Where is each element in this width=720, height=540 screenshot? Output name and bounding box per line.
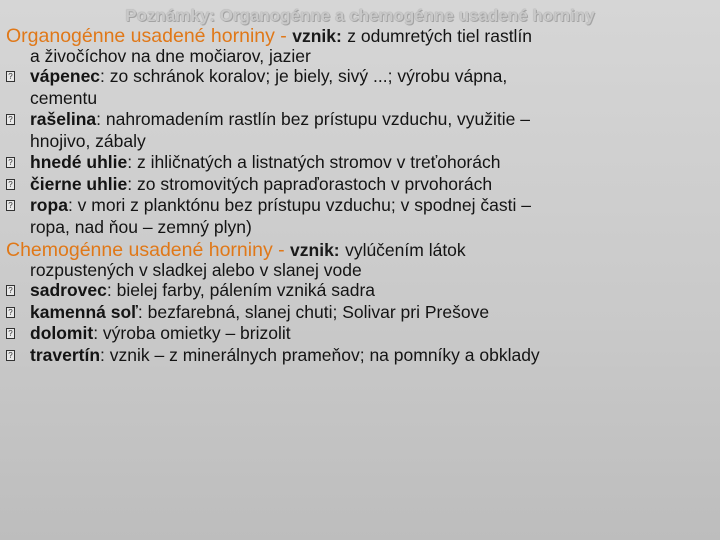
section2-vznik-label: vznik:: [290, 240, 340, 260]
section1-heading: [6, 26, 718, 46]
item-continuation: cementu: [30, 87, 98, 108]
section1-heading-label: Organogénne usadené horniny -: [6, 25, 287, 47]
list-item-raselina: [6, 109, 718, 152]
slide-content: [6, 26, 718, 366]
bullet-icon: ?: [6, 328, 15, 339]
item-text: : zo stromovitých papraďorastoch v prvohorách: [127, 173, 493, 194]
item-term: sadrovec: [30, 280, 107, 300]
section2-vznik-text: vylúčením látok: [345, 240, 466, 260]
bullet-icon: ?: [6, 200, 15, 211]
list-item-kamenna-sol: [6, 302, 718, 324]
item-term: kamenná soľ: [30, 301, 138, 322]
item-term: hnedé uhlie: [30, 152, 128, 172]
item-continuation: hnojivo, zábaly: [30, 130, 146, 151]
bullet-icon: ?: [6, 157, 15, 168]
item-text: : bezfarebná, slanej chuti; Solivar pri Prešove: [137, 301, 490, 322]
bullet-icon: ?: [6, 307, 15, 318]
section2-vznik-continuation: rozpustených v sladkej alebo v slanej vode: [30, 260, 362, 280]
section1-vznik-text: z odumretých tiel rastlín: [347, 26, 533, 46]
list-item-travertin: [6, 345, 718, 367]
section1-vznik-label: vznik:: [292, 26, 342, 46]
bullet-icon: ?: [6, 179, 15, 190]
list-item-dolomit: [6, 323, 718, 345]
item-term: dolomit: [30, 323, 94, 343]
item-text: : zo schránok koralov; je biely, sivý ...; výrobu vápna,: [100, 66, 508, 86]
section1-vznik-continuation: a živočíchov na dne močiarov, jazier: [30, 46, 311, 66]
item-text: : výroba omietky – brizolit: [93, 323, 291, 343]
slide-title: Poznámky: Organogénne a chemogénne usadené horniny: [125, 6, 595, 25]
item-term: rašelina: [30, 109, 97, 129]
list-item-ropa: [6, 195, 718, 238]
list-item-cierne-uhlie: [6, 174, 718, 196]
bullet-icon: ?: [6, 114, 15, 125]
list-item-hnede-uhlie: [6, 152, 718, 174]
item-term: čierne uhlie: [30, 173, 128, 194]
section2-heading: [6, 240, 718, 260]
list-item-vapenec: [6, 66, 718, 109]
item-text: : vznik – z minerálnych prameňov; na pomníky a obklady: [100, 344, 540, 365]
item-text: : bielej farby, pálením vzniká sadra: [106, 280, 375, 300]
item-term: ropa: [30, 195, 68, 215]
item-text: : nahromadením rastlín bez prístupu vzduchu, využitie –: [96, 109, 530, 129]
item-term: travertín: [30, 344, 101, 365]
list-item-sadrovec: [6, 280, 718, 302]
item-continuation: ropa, nad ňou – zemný plyn): [30, 216, 252, 237]
item-text: : v mori z planktónu bez prístupu vzduchu; v spodnej časti –: [67, 195, 531, 215]
bullet-icon: ?: [6, 350, 15, 361]
item-text: : z ihličnatých a listnatých stromov v treťohorách: [127, 152, 501, 172]
bullet-icon: ?: [6, 285, 15, 296]
bullet-icon: ?: [6, 71, 15, 82]
item-term: vápenec: [30, 66, 101, 86]
section2-heading-label: Chemogénne usadené horniny -: [6, 239, 285, 261]
